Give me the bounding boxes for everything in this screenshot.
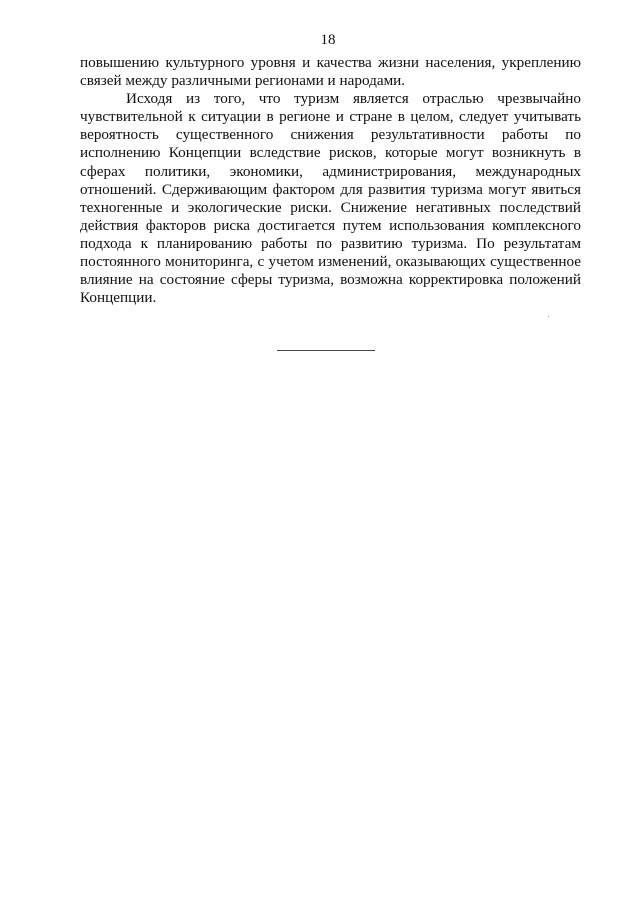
- text-line: связей между различными регионами и народами.: [80, 72, 406, 90]
- end-separator-line: [277, 350, 375, 351]
- paragraph-1: [80, 54, 581, 90]
- text-line: отношений. Сдерживающим фактором для развития туризма могут явиться: [80, 180, 581, 198]
- text-line: повышению культурного уровня и качества жизни населения, укреплению: [80, 54, 581, 71]
- text-line-indented: Исходя из того, что туризм является отраслью чрезвычайно: [126, 90, 581, 108]
- text-line: Концепции.: [80, 289, 157, 307]
- body-text: [80, 54, 581, 307]
- text-line: подхода к планированию работы по развитию туризма. По результатам: [80, 234, 581, 252]
- paragraph-2: [80, 90, 581, 307]
- text-line: чувствительной к ситуации в регионе и стране в целом, следует учитывать: [80, 108, 581, 126]
- scan-artifact: [548, 316, 549, 317]
- text-line: постоянного мониторинга, с учетом изменений, оказывающих существенное: [80, 253, 581, 271]
- page-number: 18: [320, 32, 336, 48]
- text-line: техногенные и экологические риски. Снижение негативных последствий: [80, 198, 581, 216]
- text-line: сферах политики, экономики, администрирования, международных: [80, 162, 581, 180]
- text-line: исполнению Концепции вследствие рисков, которые могут возникнуть в: [80, 144, 581, 162]
- text-line: влияние на состояние сферы туризма, возможна корректировка положений: [80, 271, 581, 289]
- text-line: вероятность существенного снижения результативности работы по: [80, 126, 581, 144]
- text-line: действия факторов риска достигается путем использования комплексного: [80, 216, 581, 234]
